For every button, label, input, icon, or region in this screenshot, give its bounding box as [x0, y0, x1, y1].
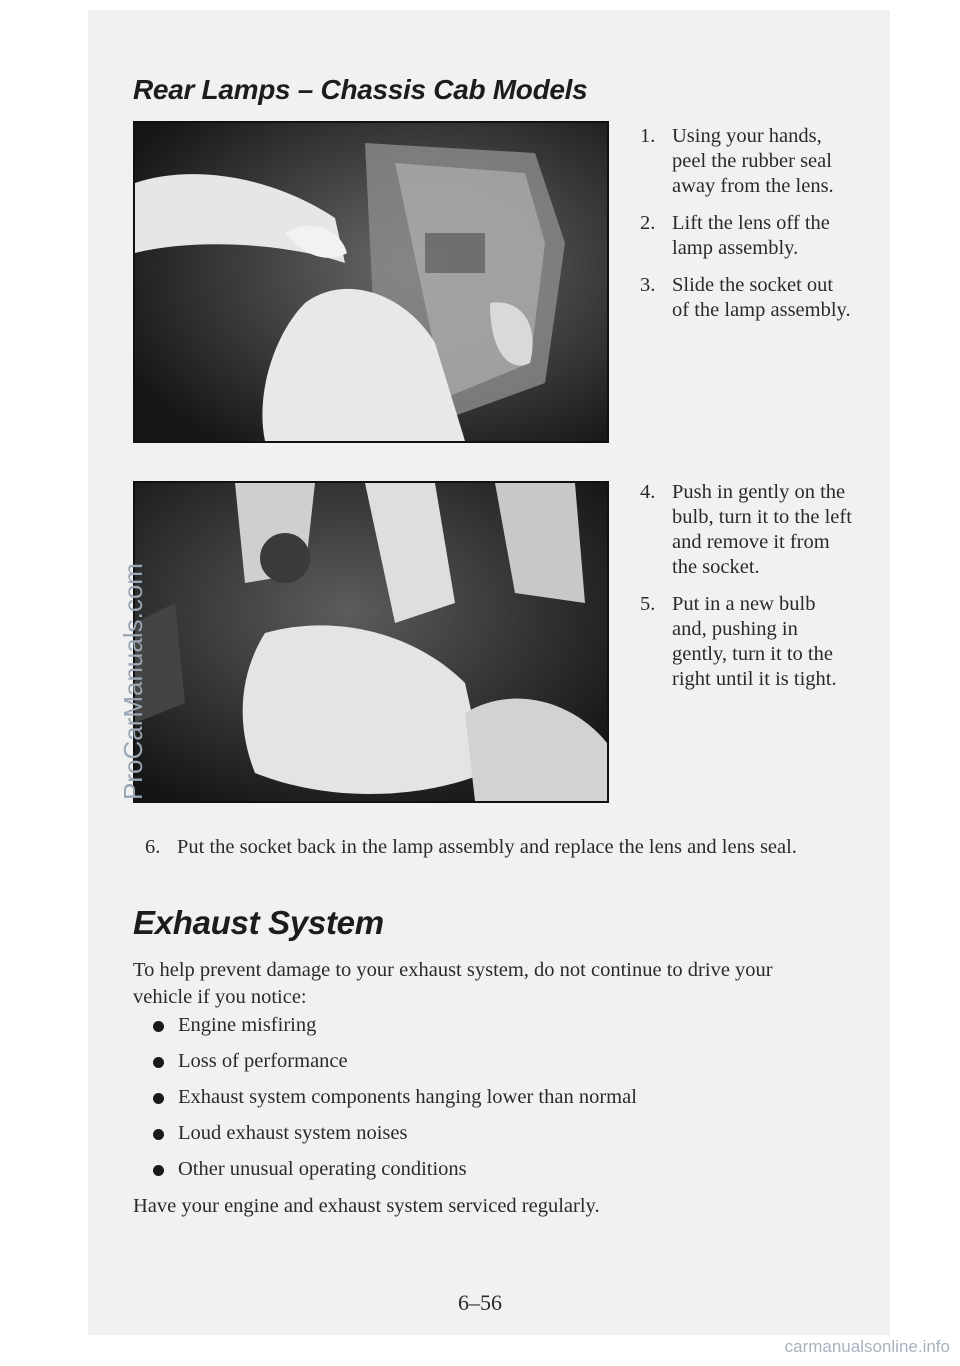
step-text: Put the socket back in the lamp assembly and replace the lens and lens seal. [177, 836, 797, 858]
bullet-text: Exhaust system components hanging lower than normal [178, 1086, 637, 1108]
list-item [640, 211, 855, 261]
list-item [640, 480, 855, 580]
bullet-text: Engine misfiring [178, 1014, 317, 1036]
bullet-icon [153, 1165, 164, 1176]
photo-lens-removal [133, 121, 609, 443]
list-item [150, 1084, 637, 1120]
bullet-icon [153, 1129, 164, 1140]
exhaust-closing-text: Have your engine and exhaust system serviced regularly. [133, 1195, 600, 1217]
list-item [150, 1012, 637, 1048]
step-text: Using your hands, peel the rubber seal away from the lens. [672, 125, 834, 197]
step-number: 2. [640, 212, 656, 234]
bullet-text: Loss of performance [178, 1050, 348, 1072]
watermark-left: ProCarManuals.com [118, 563, 148, 800]
step-text: Slide the socket out of the lamp assembly. [672, 274, 851, 321]
step-number: 5. [640, 593, 656, 615]
exhaust-warning-list [150, 1012, 637, 1192]
step-text: Put in a new bulb and, pushing in gently, turn it to the right until it is tight. [672, 593, 837, 690]
list-item [640, 273, 855, 323]
list-item [150, 1048, 637, 1084]
step-text: Lift the lens off the lamp assembly. [672, 212, 830, 259]
step-number: 6. [145, 836, 161, 858]
watermark-bottom: carmanualsonline.info [784, 1337, 950, 1356]
section-title-rear-lamps: Rear Lamps – Chassis Cab Models [133, 74, 588, 105]
bullet-icon [153, 1021, 164, 1032]
step-number: 1. [640, 125, 656, 147]
bullet-text: Other unusual operating conditions [178, 1158, 467, 1180]
steps-list-1-to-3 [640, 124, 855, 335]
section-title-exhaust-system: Exhaust System [133, 904, 384, 941]
bullet-text: Loud exhaust system noises [178, 1122, 408, 1144]
photo-bulb-replacement [133, 481, 609, 803]
step-number: 3. [640, 274, 656, 296]
list-item [640, 592, 855, 692]
steps-list-4-to-5 [640, 480, 855, 704]
step-number: 4. [640, 481, 656, 503]
bullet-icon [153, 1093, 164, 1104]
step-6 [145, 834, 845, 861]
bullet-icon [153, 1057, 164, 1068]
list-item [150, 1120, 637, 1156]
list-item [640, 124, 855, 199]
exhaust-intro-text: To help prevent damage to your exhaust system, do not continue to drive your vehicle if you notice: [133, 959, 773, 1008]
page-number: 6–56 [458, 1290, 502, 1315]
step-text: Push in gently on the bulb, turn it to the left and remove it from the socket. [672, 481, 852, 578]
list-item [150, 1156, 637, 1192]
